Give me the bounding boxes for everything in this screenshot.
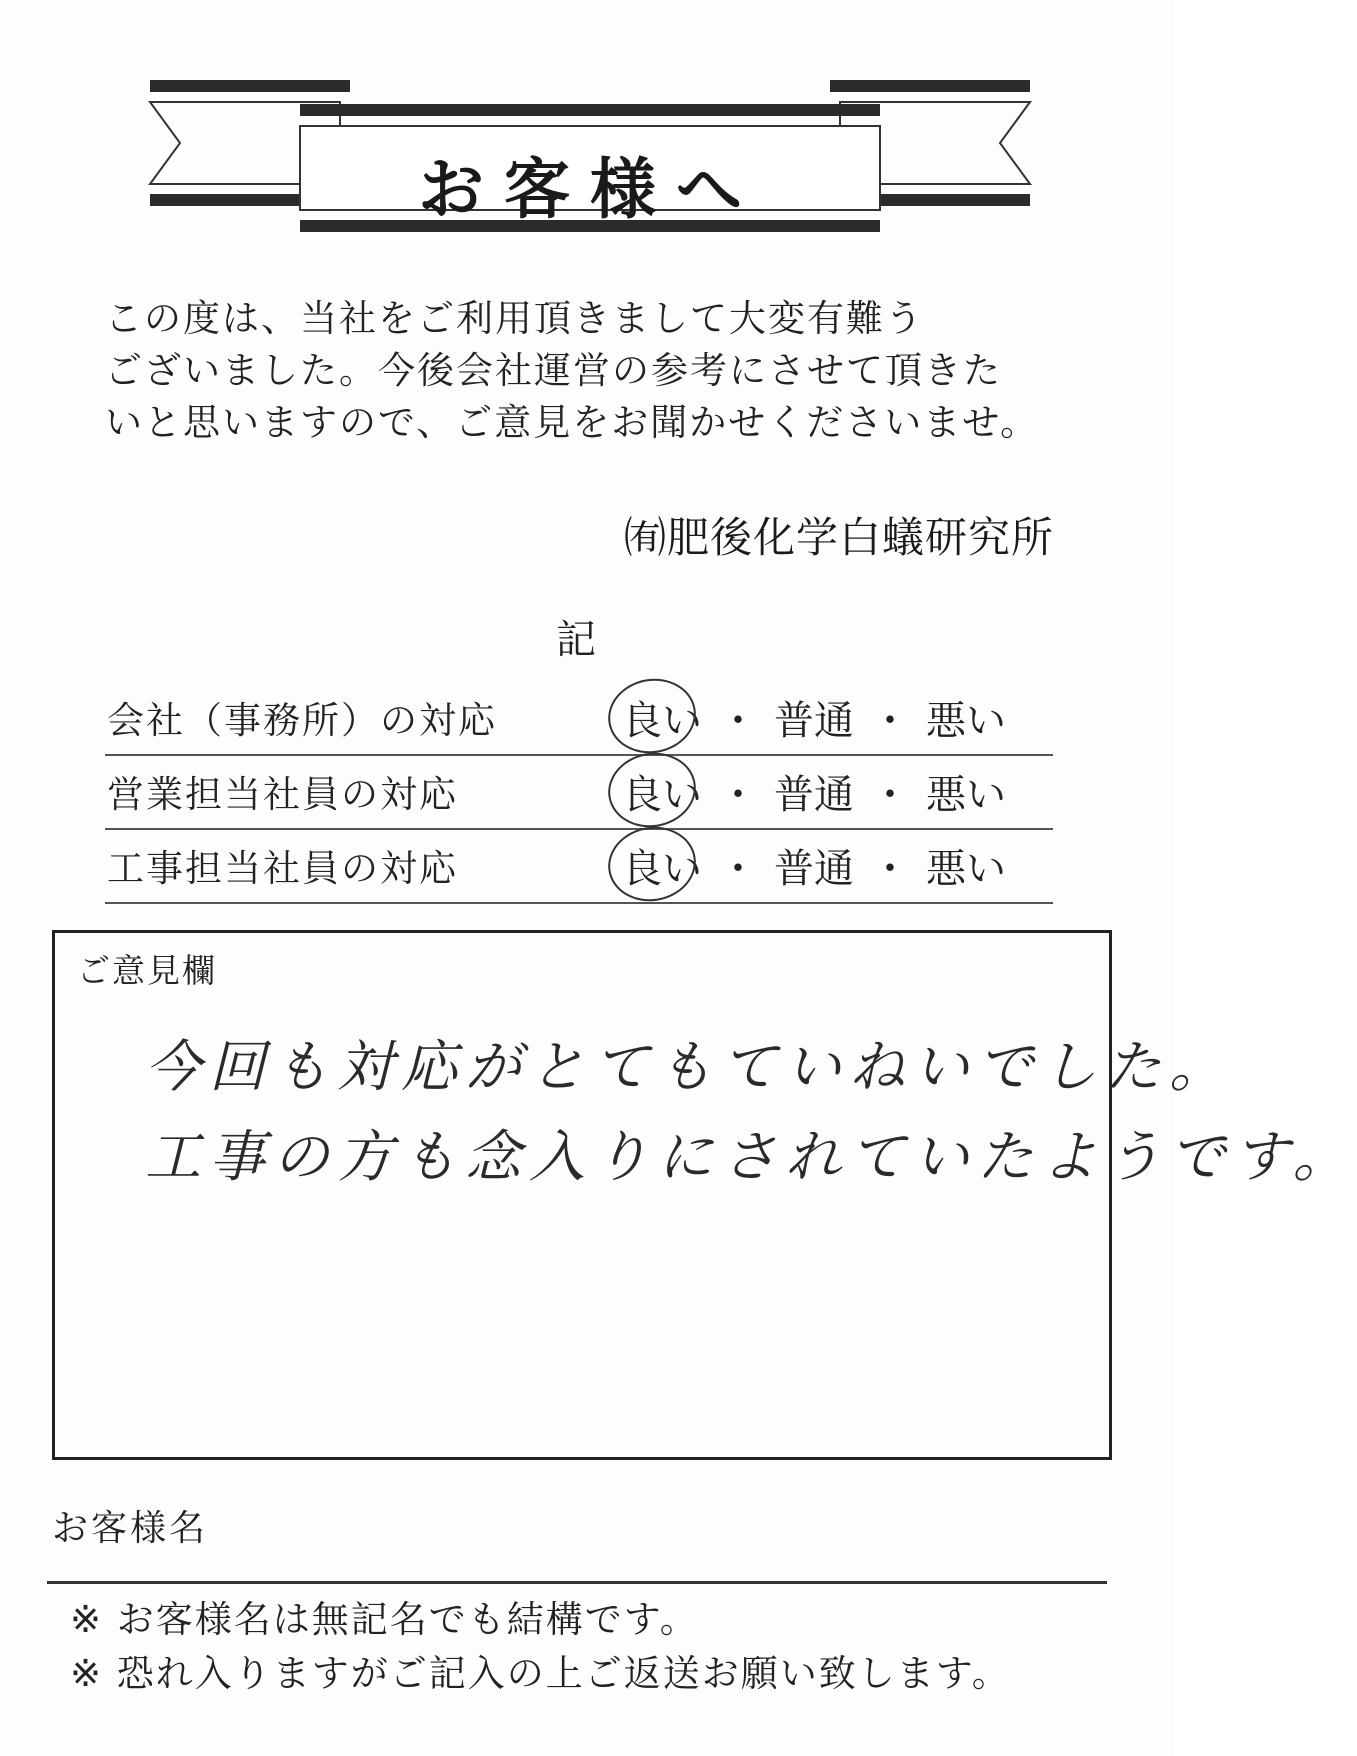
footnotes (70, 1593, 1011, 1701)
rating-options (622, 689, 1006, 746)
customer-name-label: お客様名 (52, 1508, 209, 1549)
selected-circle-mark (602, 820, 702, 908)
banner-title: お客様へ (418, 150, 762, 228)
rating-row-office (105, 682, 1053, 756)
rating-label: 営業担当社員の対応 (107, 773, 458, 816)
selected-circle-mark (602, 746, 702, 834)
rating-option-bad[interactable]: 悪い (926, 772, 1006, 818)
separator-dot: ・ (870, 846, 910, 892)
section-heading: 記 (556, 617, 596, 663)
rating-option-good[interactable]: 良い (622, 689, 702, 746)
rating-option-normal[interactable]: 普通 (774, 772, 854, 818)
rating-option-bad[interactable]: 悪い (926, 698, 1006, 744)
customer-name-line[interactable] (47, 1581, 1107, 1584)
separator-dot: ・ (718, 772, 758, 818)
separator-dot: ・ (718, 846, 758, 892)
rating-row-construction (105, 830, 1053, 904)
separator-dot: ・ (718, 698, 758, 744)
rating-row-sales (105, 756, 1053, 830)
footnote: ※ お客様名は無記名でも結構です。 (70, 1598, 699, 1641)
rating-option-normal[interactable]: 普通 (774, 846, 854, 892)
selected-circle-mark (602, 672, 702, 760)
footnote: ※ 恐れ入りますがご記入の上ご返送お願い致します。 (70, 1652, 1011, 1695)
intro-text (105, 293, 1065, 449)
intro-line: ございました。今後会社運営の参考にさせて頂きた (105, 349, 1002, 392)
rating-option-good[interactable]: 良い (622, 837, 702, 894)
rating-option-normal[interactable]: 普通 (774, 698, 854, 744)
intro-line: いと思いますので、ご意見をお聞かせくださいませ。 (105, 401, 1040, 444)
rating-option-good[interactable]: 良い (622, 763, 702, 820)
rating-label: 会社（事務所）の対応 (107, 699, 497, 742)
rating-label: 工事担当社員の対応 (107, 847, 458, 890)
separator-dot: ・ (870, 772, 910, 818)
opinion-box[interactable] (52, 930, 1357, 1460)
separator-dot: ・ (870, 698, 910, 744)
company-name: ㈲肥後化学白蟻研究所 (623, 513, 1054, 562)
handwritten-line: 工事の方も念入りにされていたようです。 (145, 1125, 1357, 1190)
opinion-label: ご意見欄 (77, 951, 217, 990)
handwritten-comment (145, 1023, 1357, 1203)
rating-options (622, 763, 1006, 820)
rating-option-bad[interactable]: 悪い (926, 846, 1006, 892)
title-banner (150, 80, 1030, 260)
intro-line: この度は、当社をご利用頂きまして大変有難う (105, 297, 924, 340)
rating-options (622, 837, 1006, 894)
handwritten-line: 今回も対応がとてもていねいでした。 (145, 1035, 1233, 1100)
